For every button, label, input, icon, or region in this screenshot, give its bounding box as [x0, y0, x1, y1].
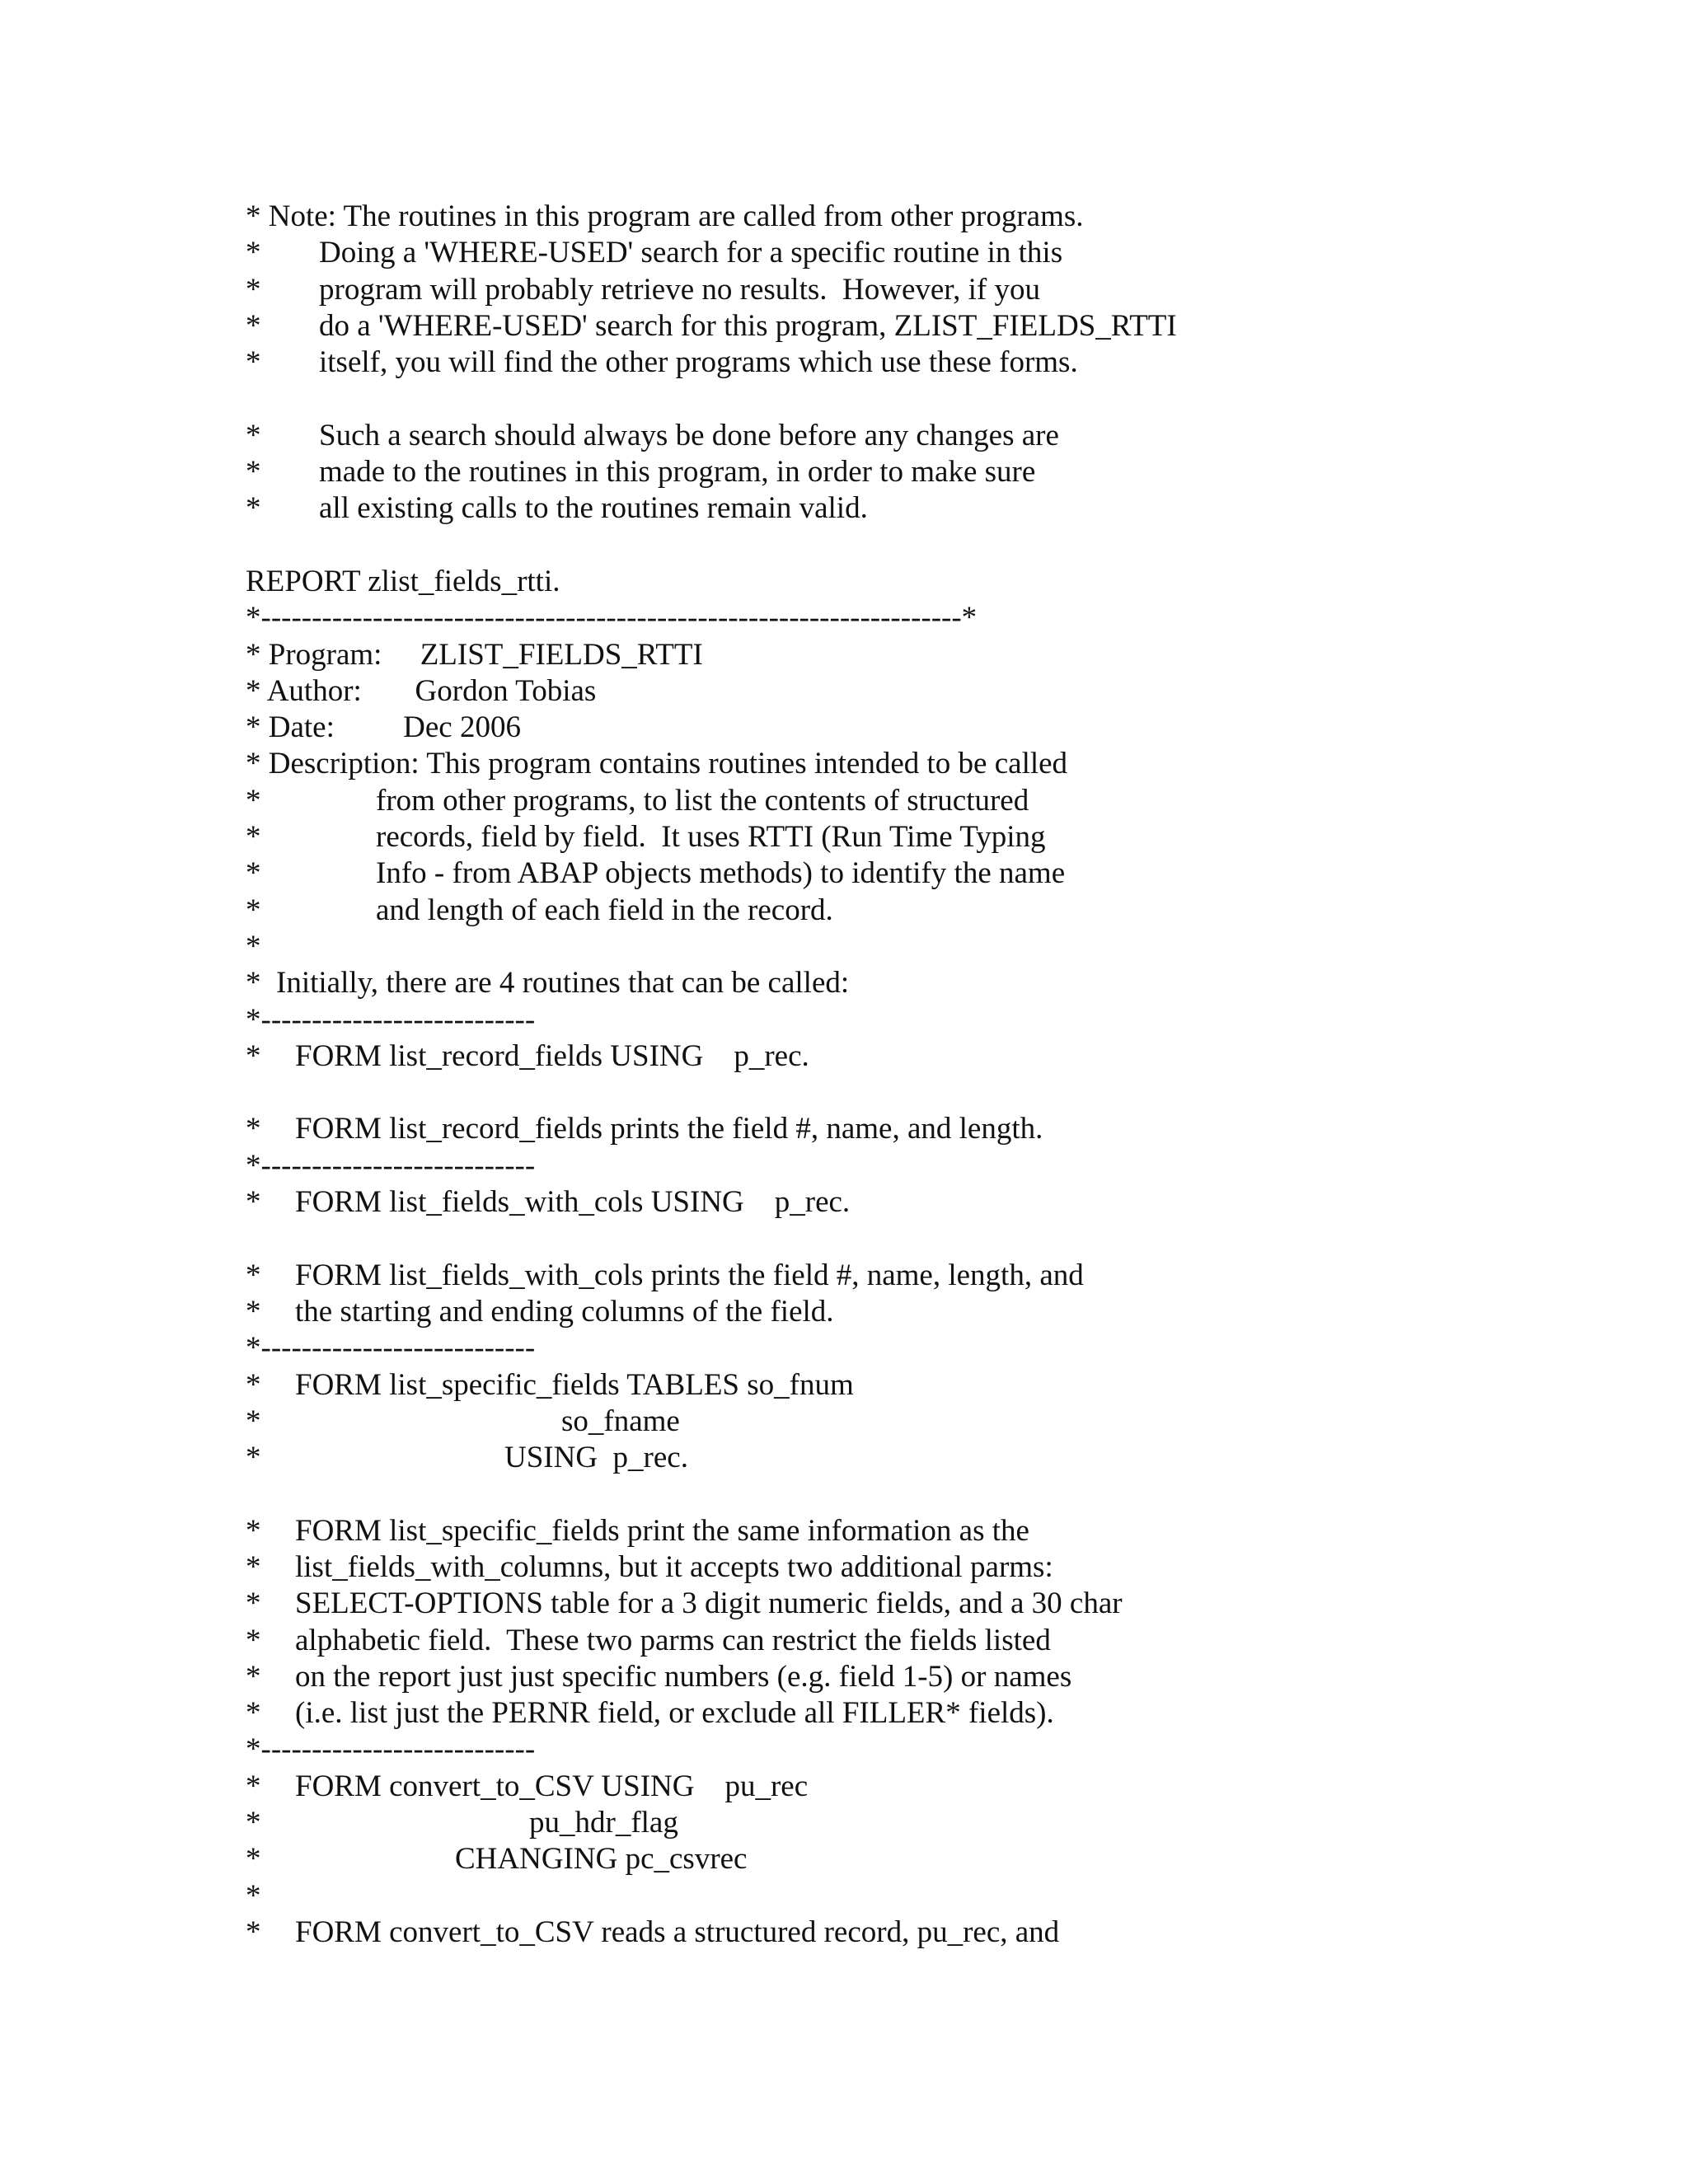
line-text: REPORT zlist_fields_rtti. — [246, 564, 560, 598]
line-text: FORM list_fields_with_cols USING p_rec. — [295, 1185, 851, 1220]
line-star: * — [246, 893, 261, 927]
line-text: FORM convert_to_CSV reads a structured record, pu_rec, and — [295, 1915, 1060, 1949]
line-text: from other programs, to list the contents of structured — [376, 783, 1029, 818]
text-line — [246, 783, 1482, 819]
line-star: * — [246, 272, 261, 307]
line-text: itself, you will find the other programs which use these forms. — [319, 345, 1078, 380]
text-line — [246, 1769, 1482, 1805]
text-line — [246, 1513, 1482, 1549]
line-star: * — [246, 1696, 261, 1731]
line-star: * — [246, 236, 261, 270]
line-text: Info - from ABAP objects methods) to identify the name — [376, 856, 1066, 891]
text-line — [246, 637, 1482, 673]
blank-line — [246, 1476, 1482, 1512]
line-text: on the report just just specific numbers (e.g. field 1-5) or names — [295, 1659, 1072, 1694]
separator-line — [246, 1148, 1482, 1184]
line-star: * — [246, 1441, 261, 1475]
text-line — [246, 199, 1482, 235]
line-star: * — [246, 308, 261, 343]
text-line — [246, 1404, 1482, 1440]
text-line — [246, 454, 1482, 490]
line-text: * Description: This program contains routines intended to be called — [246, 747, 1068, 781]
text-line — [246, 308, 1482, 344]
line-text: Doing a 'WHERE-USED' search for a specific routine in this — [319, 236, 1063, 270]
line-text: SELECT-OPTIONS table for a 3 digit numeric fields, and a 30 char — [295, 1586, 1123, 1621]
line-text: *--------------------------- — [246, 1002, 536, 1037]
blank-line — [246, 527, 1482, 564]
text-line — [246, 564, 1482, 600]
line-text: * Date: Dec 2006 — [246, 710, 521, 745]
text-line — [246, 1915, 1482, 1951]
line-text: * Program: ZLIST_FIELDS_RTTI — [246, 637, 703, 672]
line-star: * — [246, 1513, 261, 1548]
line-text: USING p_rec. — [504, 1441, 688, 1475]
text-line — [246, 1659, 1482, 1695]
line-text: so_fname — [561, 1404, 680, 1438]
line-text: * Initially, there are 4 routines that can be called: — [246, 966, 850, 1001]
line-star: * — [246, 1367, 261, 1402]
line-star: * — [246, 1878, 261, 1913]
code-listing — [246, 199, 1482, 1951]
line-star: * — [246, 820, 261, 855]
text-line — [246, 1623, 1482, 1659]
text-line — [246, 710, 1482, 746]
text-line — [246, 965, 1482, 1001]
line-text: alphabetic field. These two parms can restrict the fields listed — [295, 1623, 1051, 1657]
line-text: FORM list_record_fields prints the field #, name, and length. — [295, 1112, 1043, 1146]
line-star: * — [246, 1404, 261, 1438]
text-line — [246, 1111, 1482, 1147]
text-line — [246, 819, 1482, 855]
line-text: program will probably retrieve no results. However, if you — [319, 272, 1040, 307]
line-star: * — [246, 1294, 261, 1329]
line-text: * Note: The routines in this program are called from other programs. — [246, 199, 1084, 233]
text-line — [246, 1878, 1482, 1915]
separator-line — [246, 1002, 1482, 1038]
line-star: * — [246, 1806, 261, 1840]
line-text: FORM list_specific_fields TABLES so_fnum — [295, 1367, 854, 1402]
line-star: * — [246, 1586, 261, 1621]
text-line — [246, 673, 1482, 710]
line-text: the starting and ending columns of the field. — [295, 1294, 834, 1329]
line-text: *--------------------------- — [246, 1732, 536, 1767]
blank-line — [246, 1221, 1482, 1257]
line-text: all existing calls to the routines remain valid. — [319, 491, 868, 526]
line-star: * — [246, 345, 261, 380]
line-text: *--------------------------- — [246, 1148, 536, 1183]
separator-line — [246, 600, 1482, 636]
line-text: records, field by field. It uses RTTI (Run Time Typing — [376, 820, 1046, 855]
line-text: made to the routines in this program, in order to make sure — [319, 455, 1036, 490]
text-line — [246, 235, 1482, 271]
line-text: do a 'WHERE-USED' search for this program, ZLIST_FIELDS_RTTI — [319, 308, 1177, 343]
text-line — [246, 1038, 1482, 1075]
text-line — [246, 1805, 1482, 1841]
line-text: pu_hdr_flag — [529, 1806, 678, 1840]
text-line — [246, 1440, 1482, 1476]
blank-line — [246, 381, 1482, 417]
text-line — [246, 1841, 1482, 1877]
text-line — [246, 1184, 1482, 1221]
line-star: * — [246, 783, 261, 818]
line-star: * — [246, 1112, 261, 1146]
line-star: * — [246, 1769, 261, 1803]
text-line — [246, 1549, 1482, 1586]
line-text: FORM list_record_fields USING p_rec. — [295, 1038, 809, 1073]
text-line — [246, 490, 1482, 527]
text-line — [246, 418, 1482, 454]
line-text: FORM list_specific_fields print the same information as the — [295, 1513, 1029, 1548]
text-line — [246, 272, 1482, 308]
line-text: (i.e. list just the PERNR field, or exclude all FILLER* fields). — [295, 1696, 1054, 1731]
text-line — [246, 1367, 1482, 1404]
separator-line — [246, 1330, 1482, 1366]
text-line — [246, 344, 1482, 381]
text-line — [246, 855, 1482, 892]
text-line — [246, 1294, 1482, 1330]
text-line — [246, 929, 1482, 965]
line-star: * — [246, 1258, 261, 1292]
line-star: * — [246, 491, 261, 526]
line-text: CHANGING pc_csvrec — [455, 1842, 748, 1877]
text-line — [246, 1695, 1482, 1732]
line-star: * — [246, 929, 261, 963]
text-line — [246, 1586, 1482, 1622]
text-line — [246, 893, 1482, 929]
line-star: * — [246, 1623, 261, 1657]
blank-line — [246, 1075, 1482, 1111]
line-star: * — [246, 1549, 261, 1584]
line-text: FORM convert_to_CSV USING pu_rec — [295, 1769, 809, 1803]
line-star: * — [246, 1659, 261, 1694]
line-text: Such a search should always be done before any changes are — [319, 418, 1059, 452]
line-text: and length of each field in the record. — [376, 893, 833, 927]
line-star: * — [246, 1038, 261, 1073]
line-star: * — [246, 1185, 261, 1220]
line-text: *---------------------------------------------------------------------* — [246, 601, 978, 635]
line-star: * — [246, 1842, 261, 1877]
line-star: * — [246, 418, 261, 452]
line-star: * — [246, 856, 261, 891]
line-text: *--------------------------- — [246, 1331, 536, 1366]
line-text: FORM list_fields_with_cols prints the field #, name, length, and — [295, 1258, 1084, 1292]
text-line — [246, 1258, 1482, 1294]
line-text: * Author: Gordon Tobias — [246, 673, 597, 708]
line-text: list_fields_with_columns, but it accepts two additional parms: — [295, 1549, 1053, 1584]
separator-line — [246, 1732, 1482, 1768]
line-star: * — [246, 1915, 261, 1949]
line-star: * — [246, 455, 261, 490]
text-line — [246, 746, 1482, 782]
